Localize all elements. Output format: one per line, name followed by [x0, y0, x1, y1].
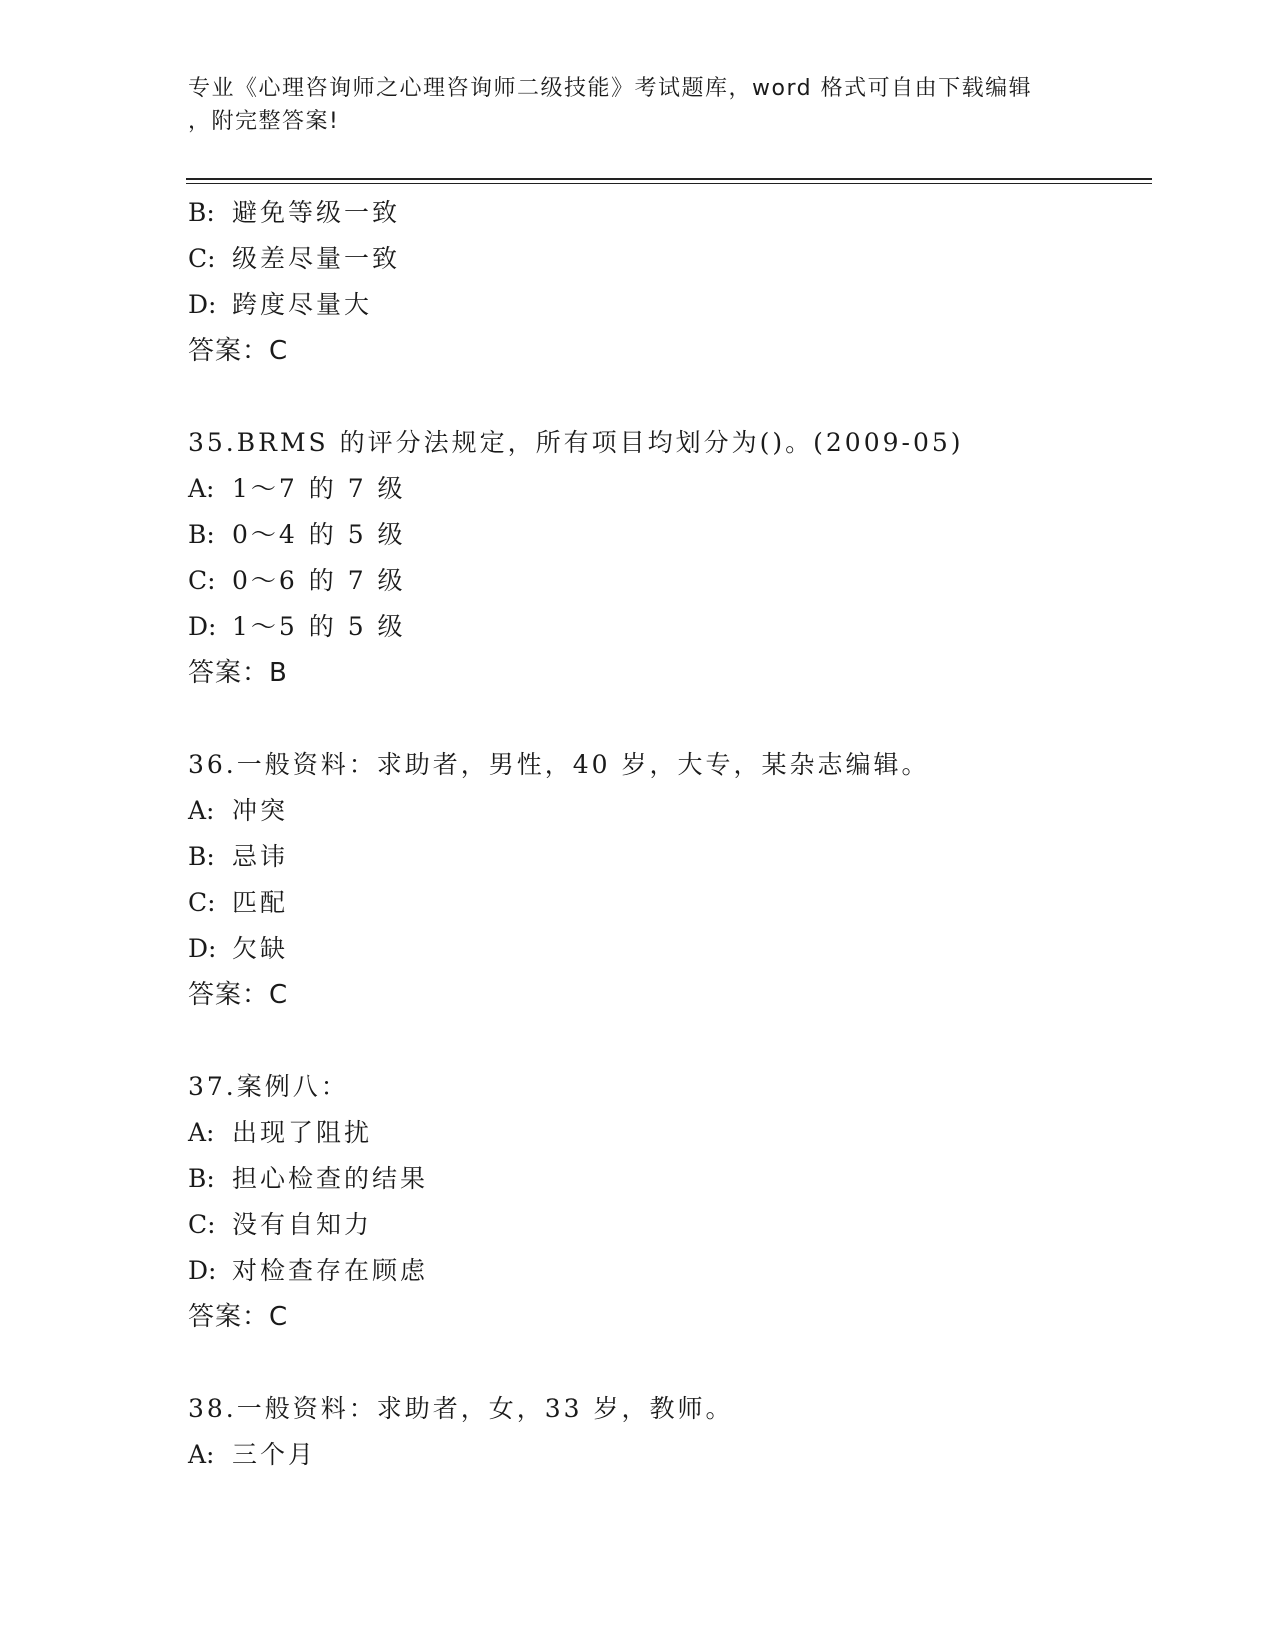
option-letter: C: [188, 1210, 216, 1239]
option-text: 忌讳 [232, 842, 289, 871]
option-letter: D: [188, 290, 217, 319]
header-rule-thick [186, 178, 1152, 180]
answer-line: 答案：C [188, 980, 289, 1010]
header-line-2: ，附完整答案! [188, 109, 340, 134]
answer-line: 答案：B [188, 658, 288, 688]
option-text: 冲突 [232, 796, 289, 825]
option-letter: C: [188, 244, 216, 273]
option-letter: A: [188, 1440, 215, 1469]
question-35 [188, 420, 1148, 696]
option-line [188, 282, 1148, 328]
option-letter: D: [188, 1256, 217, 1285]
answer-line: 答案：C [188, 336, 289, 366]
option-line [188, 236, 1148, 282]
option-text: 1～5 的 5 级 [232, 612, 406, 641]
option-text: 没有自知力 [232, 1210, 373, 1239]
option-text: 对检查存在顾虑 [232, 1256, 429, 1285]
question-stem: 38.一般资料：求助者，女，33 岁，教师。 [188, 1394, 734, 1423]
option-line [188, 1432, 1148, 1478]
option-line [188, 558, 1148, 604]
option-letter: C: [188, 566, 216, 595]
option-letter: D: [188, 934, 217, 963]
question-38 [188, 1386, 1148, 1478]
option-letter: B: [188, 198, 215, 227]
header-line-1: 专业《心理咨询师之心理咨询师二级技能》考试题库，word 格式可自由下载编辑 [188, 76, 1033, 101]
continued-question [188, 190, 1148, 374]
option-letter: A: [188, 1118, 215, 1147]
option-letter: C: [188, 888, 216, 917]
option-line [188, 512, 1148, 558]
document-header [188, 72, 1088, 138]
option-line [188, 926, 1148, 972]
option-line [188, 466, 1148, 512]
option-text: 避免等级一致 [232, 198, 401, 227]
question-36 [188, 742, 1148, 1018]
option-line [188, 834, 1148, 880]
header-rule-thin [186, 183, 1152, 184]
option-line [188, 1248, 1148, 1294]
question-stem: 36.一般资料：求助者，男性，40 岁，大专，某杂志编辑。 [188, 750, 930, 779]
question-stem: 35.BRMS 的评分法规定，所有项目均划分为()。(2009-05) [188, 428, 964, 457]
option-text: 出现了阻扰 [232, 1118, 373, 1147]
option-text: 级差尽量一致 [232, 244, 401, 273]
option-line [188, 1202, 1148, 1248]
question-37 [188, 1064, 1148, 1340]
option-line [188, 880, 1148, 926]
option-text: 匹配 [232, 888, 289, 917]
option-text: 1～7 的 7 级 [232, 474, 406, 503]
option-text: 担心检查的结果 [232, 1164, 429, 1193]
option-text: 欠缺 [232, 934, 289, 963]
option-line [188, 1156, 1148, 1202]
option-text: 跨度尽量大 [232, 290, 373, 319]
option-letter: A: [188, 474, 215, 503]
question-content [188, 190, 1148, 1478]
option-letter: D: [188, 612, 217, 641]
option-line [188, 190, 1148, 236]
option-letter: B: [188, 520, 215, 549]
option-line [188, 604, 1148, 650]
option-letter: B: [188, 842, 215, 871]
option-text: 0～4 的 5 级 [232, 520, 406, 549]
question-stem: 37.案例八： [188, 1072, 349, 1101]
option-text: 三个月 [232, 1440, 317, 1469]
option-line [188, 788, 1148, 834]
option-line [188, 1110, 1148, 1156]
option-text: 0～6 的 7 级 [232, 566, 406, 595]
answer-line: 答案：C [188, 1302, 289, 1332]
option-letter: B: [188, 1164, 215, 1193]
option-letter: A: [188, 796, 215, 825]
